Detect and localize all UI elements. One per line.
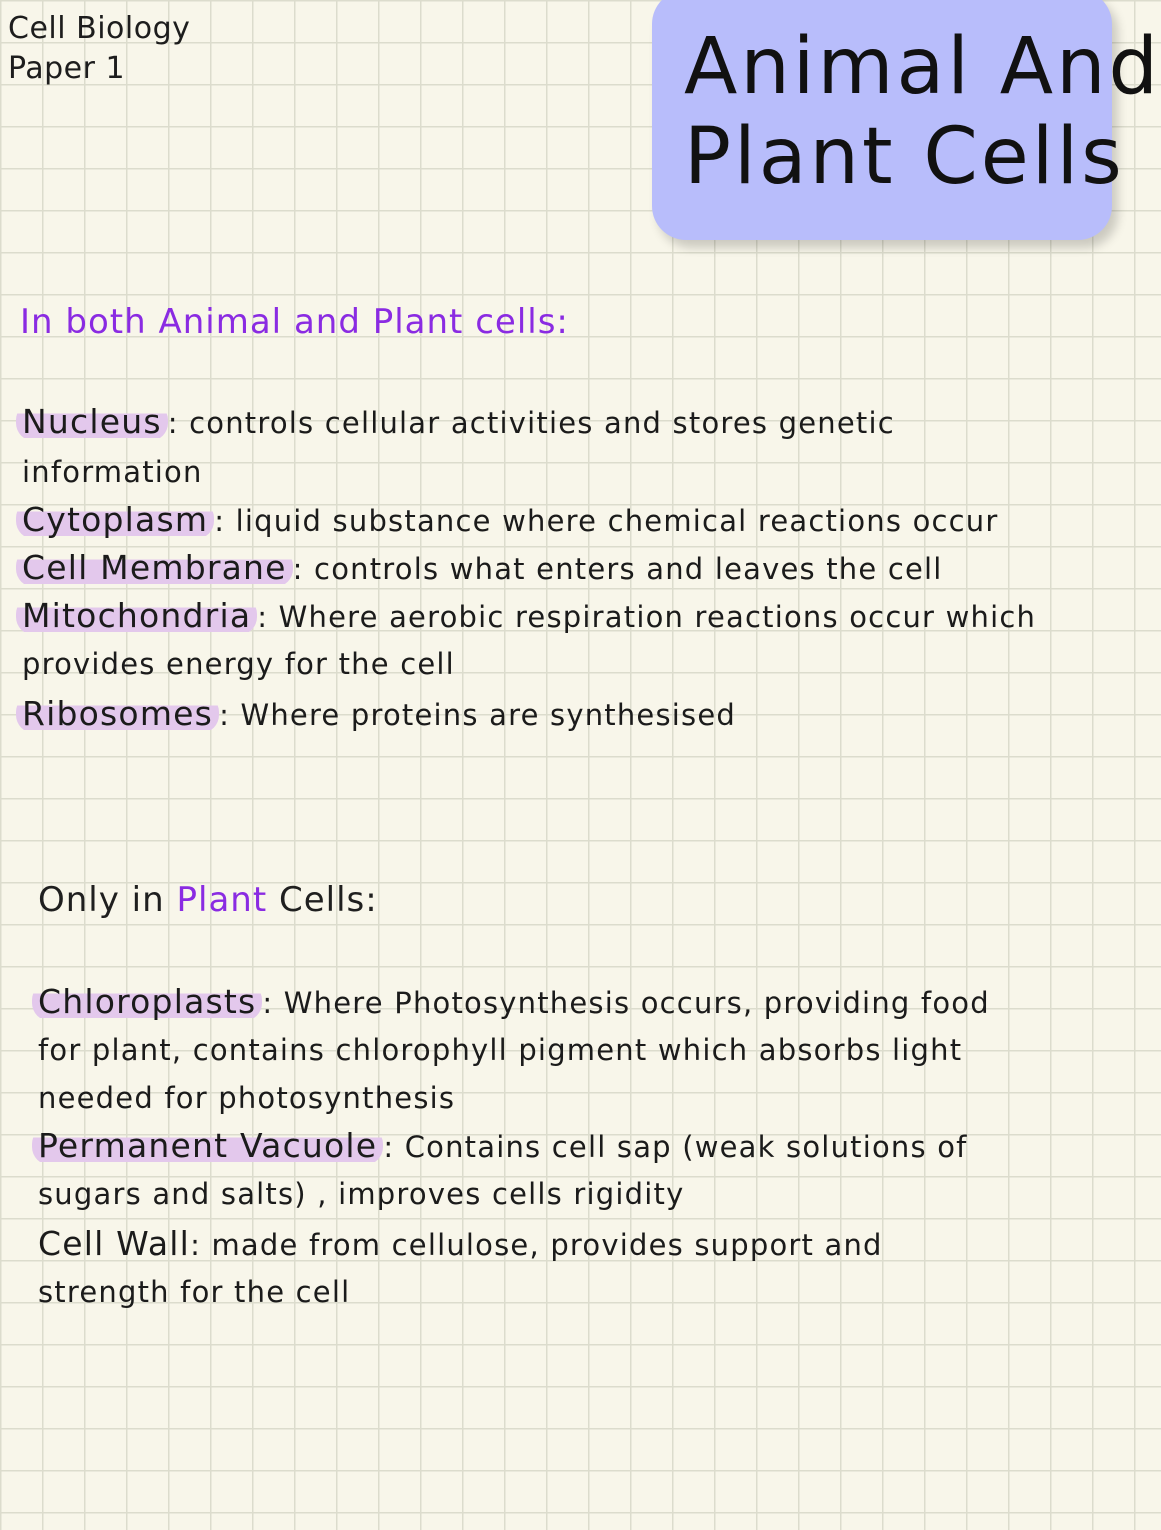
desc-permanent-vacuole: : Contains cell sap (weak solutions of	[383, 1130, 968, 1164]
desc-cell-wall: : made from cellulose, provides support and	[190, 1228, 883, 1262]
heading-plant: Plant	[372, 302, 464, 342]
term-cell-membrane: Cell Membrane	[16, 548, 293, 587]
list-item-mitochondria	[22, 594, 1036, 639]
list-item-chloroplasts-cont-1: for plant, contains chlorophyll pigment which absorbs light	[38, 1033, 963, 1067]
heading-prefix: In both	[20, 302, 147, 342]
term-nucleus: Nucleus	[16, 402, 168, 441]
desc-cell-membrane: : controls what enters and leaves the cell	[292, 552, 943, 586]
list-item-permanent-vacuole-cont: sugars and salts) , improves cells rigidity	[38, 1177, 685, 1211]
section-both-heading	[20, 300, 569, 344]
list-item-permanent-vacuole	[38, 1124, 968, 1169]
heading-and: and	[293, 302, 361, 342]
list-item-cell-membrane	[22, 546, 943, 591]
desc-ribosomes: : Where proteins are synthesised	[219, 698, 736, 732]
term-ribosomes: Ribosomes	[16, 694, 219, 733]
paper-label: Paper 1	[8, 51, 126, 86]
heading-prefix-plant: Only in	[38, 880, 165, 920]
desc-chloroplasts: : Where Photosynthesis occurs, providing food	[262, 986, 990, 1020]
list-item-nucleus	[22, 400, 895, 445]
list-item-chloroplasts	[38, 980, 990, 1025]
list-item-chloroplasts-cont-2: needed for photosynthesis	[38, 1081, 456, 1115]
heading-animal: Animal	[158, 302, 283, 342]
heading-plant-word: Plant	[176, 880, 268, 920]
desc-mitochondria: : Where aerobic respiration reactions occur which	[257, 600, 1037, 634]
list-item-cytoplasm	[22, 498, 999, 543]
term-permanent-vacuole: Permanent Vacuole	[32, 1126, 383, 1165]
list-item-mitochondria-cont: provides energy for the cell	[22, 647, 455, 681]
title-line-2: Plant Cells	[684, 112, 1125, 202]
section-plant-heading	[38, 878, 378, 922]
list-item-nucleus-cont: information	[22, 455, 203, 489]
desc-nucleus: : controls cellular activities and stores genetic	[167, 406, 895, 440]
list-item-cell-wall-cont: strength for the cell	[38, 1275, 351, 1309]
term-cytoplasm: Cytoplasm	[16, 500, 214, 539]
desc-cytoplasm: : liquid substance where chemical reactions occur	[214, 504, 999, 538]
heading-suffix: cells:	[475, 302, 569, 342]
list-item-cell-wall	[38, 1222, 883, 1267]
term-cell-wall: Cell Wall	[38, 1224, 191, 1263]
term-mitochondria: Mitochondria	[16, 596, 257, 635]
list-item-ribosomes	[22, 692, 736, 737]
title-line-1: Animal And	[684, 22, 1161, 112]
term-chloroplasts: Chloroplasts	[32, 982, 262, 1021]
subject-label: Cell Biology	[8, 11, 191, 46]
heading-suffix-plant: Cells:	[278, 880, 378, 920]
